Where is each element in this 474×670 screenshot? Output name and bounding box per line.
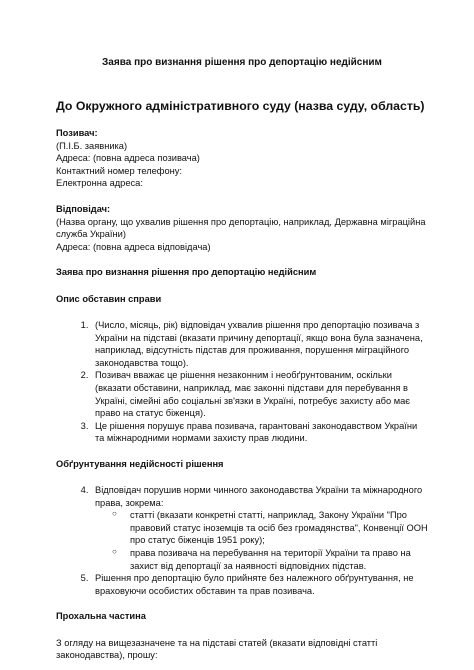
list-item: 3. Це рішення порушує права позивача, гарантовані законодавством України та міжнародними нормами захисту прав людини. [91,420,428,445]
sub-list-item: ○ права позивача на перебування на території України та право на захист від депортації за наявності відповідних підстав. [112,547,428,572]
list-item: 5. Рішення про депортацію було прийняте без належного обґрунтування, не враховуючи особистих обставин та прав позивача. [91,572,428,597]
court-addressee: До Окружного адміністративного суду (назва суду, область) [56,98,425,113]
plaintiff-block [56,127,428,190]
grounds-heading: Обґрунтування недійсності рішення [56,458,224,469]
circumstances-heading: Опис обставин справи [56,293,162,304]
list-item [91,484,428,572]
grounds-sublist [95,509,428,572]
circumstances-list [56,319,428,444]
plaintiff-phone: Контактний номер телефону: [56,165,182,176]
plaintiff-name: (П.І.Б. заявника) [56,140,128,151]
final-text: З огляду на вищезазначене та на підставі статей (вказати відповідні статті законодавства), прошу: [56,637,378,661]
grounds-list [56,484,428,597]
list-item: 2. Позивач вважає це рішення незаконним і необґрунтованим, оскільки (вказати обставини, наприклад, має законні підстави для перебування в Україні, сімейні або соціальні зв'язки в Україні, потребує захисту або має право на статус біженця). [91,369,428,419]
defendant-heading: Відповідач: [56,203,111,214]
sub-list-item: ○ статті (вказати конкретні статті, наприклад, Закону України "Про правовий статус іноземців та осіб без громадянства", Конвенції ООН про статус біженців 1951 року); [112,509,428,547]
claim-heading: Заява про визнання рішення про депортацію недійсним [56,267,317,278]
document-title: Заява про визнання рішення про депортацію недійсним [102,57,382,68]
list-item-text: Відповідач порушив норми чинного законодавства України та міжнародного права, зокрема: [95,485,423,508]
plaintiff-email: Електронна адреса: [56,178,143,189]
defendant-name: (Назва органу, що ухвалив рішення про депортацію, наприклад, Державна міграційна служба України) [56,216,426,240]
final-heading: Прохальна частина [56,611,146,622]
plaintiff-heading: Позивач: [56,128,98,139]
plaintiff-address: Адреса: (повна адреса позивача) [56,153,200,164]
list-item: 1. (Число, місяць, рік) відповідач ухвалив рішення про депортацію позивача з України на підставі (вказати причину депортації, якщо вона була зазначена, наприклад, відсутність підстав для проживання, порушення міграційного законодавства тощо). [91,319,428,369]
defendant-address: Адреса: (повна адреса відповідача) [56,241,211,252]
defendant-block [56,203,428,253]
